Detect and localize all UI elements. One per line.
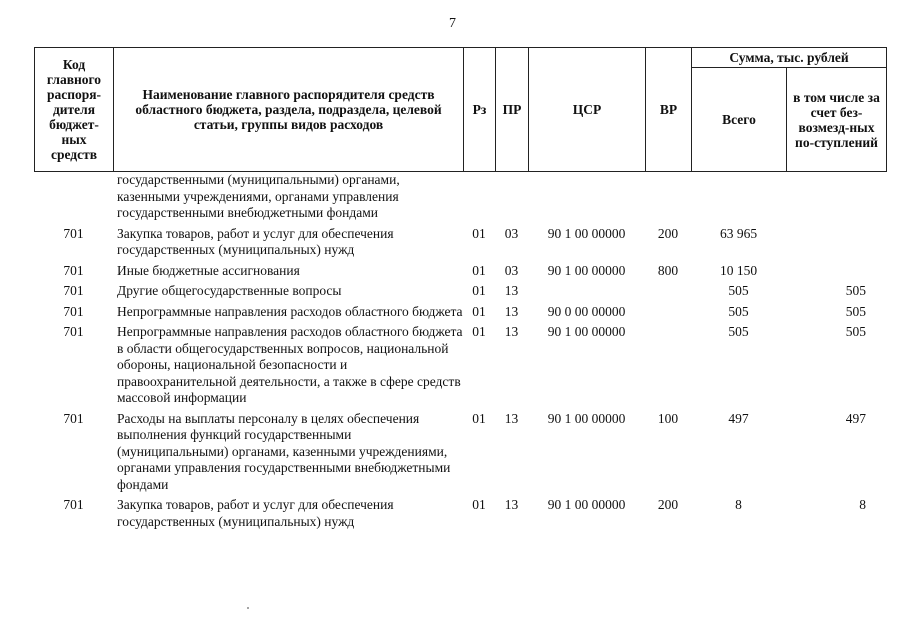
row-csr: 90 1 00 00000 — [547, 497, 626, 512]
row-pr: 13 — [504, 303, 519, 319]
row-rz: 01 — [472, 262, 486, 278]
row-pr: 13 — [504, 324, 519, 339]
row-rz: 01 — [472, 497, 486, 512]
row-code: 701 — [63, 262, 84, 278]
row-rz: 01 — [472, 283, 486, 298]
row-grants — [786, 222, 886, 259]
row-code — [34, 172, 113, 222]
row-vr — [645, 172, 691, 222]
row-pr: 13 — [504, 410, 519, 426]
row-total: 505 — [728, 303, 749, 319]
header-vr: ВР — [646, 48, 692, 172]
row-csr: 90 0 00 00000 — [547, 303, 626, 319]
row-name: Другие общегосударственные вопросы — [117, 283, 342, 298]
row-total: 497 — [728, 410, 749, 426]
row-rz: 01 — [472, 303, 486, 319]
row-vr: 200 — [657, 497, 679, 512]
header-code: Код главного распоря-дителя бюджет-ных средств — [35, 48, 114, 172]
header-rz: Рз — [464, 48, 496, 172]
row-csr — [528, 279, 645, 300]
table-row — [34, 300, 886, 321]
row-vr — [645, 300, 691, 321]
row-total — [691, 172, 786, 222]
row-vr: 100 — [657, 410, 679, 426]
row-rz — [463, 172, 495, 222]
header-csr: ЦСР — [529, 48, 646, 172]
row-name: Закупка товаров, работ и услуг для обеспечения государственных (муниципальных) нужд — [117, 225, 394, 257]
row-grants — [786, 172, 886, 222]
table-header — [34, 47, 887, 172]
row-rz: 01 — [472, 324, 486, 339]
header-pr: ПР — [496, 48, 529, 172]
row-name: Непрограммные направления расходов областного бюджета в области общегосударственных вопросов, национальной обороны, национальной безопасности и правоохранительной деятельности, а также в сфере средств массовой информации — [117, 324, 463, 405]
row-code: 701 — [63, 283, 84, 298]
row-pr: 03 — [504, 225, 519, 241]
row-grants: 8 — [859, 497, 866, 512]
row-total: 8 — [735, 497, 742, 512]
row-name: государственными (муниципальными) органами, казенными учреждениями, органами управления государственными внебюджетными фондами — [117, 172, 400, 220]
row-csr: 90 1 00 00000 — [547, 324, 626, 339]
table-row — [34, 320, 886, 407]
table-row — [34, 407, 886, 494]
table-row — [34, 172, 886, 222]
row-csr: 90 1 00 00000 — [547, 410, 626, 426]
row-grants: 505 — [845, 283, 866, 298]
table-row — [34, 279, 886, 300]
row-vr: 200 — [657, 225, 679, 241]
row-grants — [786, 259, 886, 280]
row-grants: 497 — [845, 410, 866, 426]
table-row — [34, 222, 886, 259]
row-total: 10 150 — [719, 262, 758, 278]
header-grants: в том числе за счет без-возмезд-ных по-ступлений — [787, 68, 887, 172]
page-number: 7 — [449, 16, 456, 31]
row-code: 701 — [63, 324, 84, 339]
row-grants: 505 — [845, 303, 866, 319]
row-name: Иные бюджетные ассигнования — [117, 262, 300, 278]
row-code: 701 — [63, 303, 84, 319]
row-csr — [528, 172, 645, 222]
row-pr: 03 — [504, 262, 519, 278]
row-vr — [645, 320, 691, 407]
table-row — [34, 259, 886, 280]
row-pr: 13 — [504, 283, 519, 298]
row-total: 505 — [728, 324, 749, 339]
row-name: Расходы на выплаты персоналу в целях обеспечения выполнения функций государственными (муниципальными) органами, казенными учреждениями, органами управления государственными внебюджетными фондами — [117, 410, 451, 492]
row-grants: 505 — [845, 324, 866, 339]
budget-table-body — [34, 172, 886, 530]
row-name: Закупка товаров, работ и услуг для обеспечения государственных (муниципальных) нужд — [117, 497, 394, 529]
header-name: Наименование главного распорядителя средств областного бюджета, раздела, подраздела, целевой статьи, группы видов расходов — [114, 48, 464, 172]
scan-speck — [247, 607, 249, 609]
row-rz: 01 — [472, 410, 486, 426]
row-total: 63 965 — [719, 225, 758, 241]
row-pr: 13 — [504, 497, 519, 512]
row-rz: 01 — [472, 225, 486, 241]
table-row — [34, 493, 886, 530]
row-vr — [645, 279, 691, 300]
row-name: Непрограммные направления расходов областного бюджета — [117, 303, 463, 319]
row-code: 701 — [63, 225, 84, 241]
row-pr — [495, 172, 528, 222]
row-csr: 90 1 00 00000 — [547, 225, 626, 241]
header-total: Всего — [692, 68, 787, 172]
header-sum-group: Сумма, тыс. рублей — [692, 48, 887, 68]
row-vr: 800 — [657, 262, 679, 278]
row-total: 505 — [728, 283, 749, 298]
row-csr: 90 1 00 00000 — [547, 262, 626, 278]
row-code: 701 — [63, 497, 84, 512]
row-code: 701 — [63, 410, 84, 426]
